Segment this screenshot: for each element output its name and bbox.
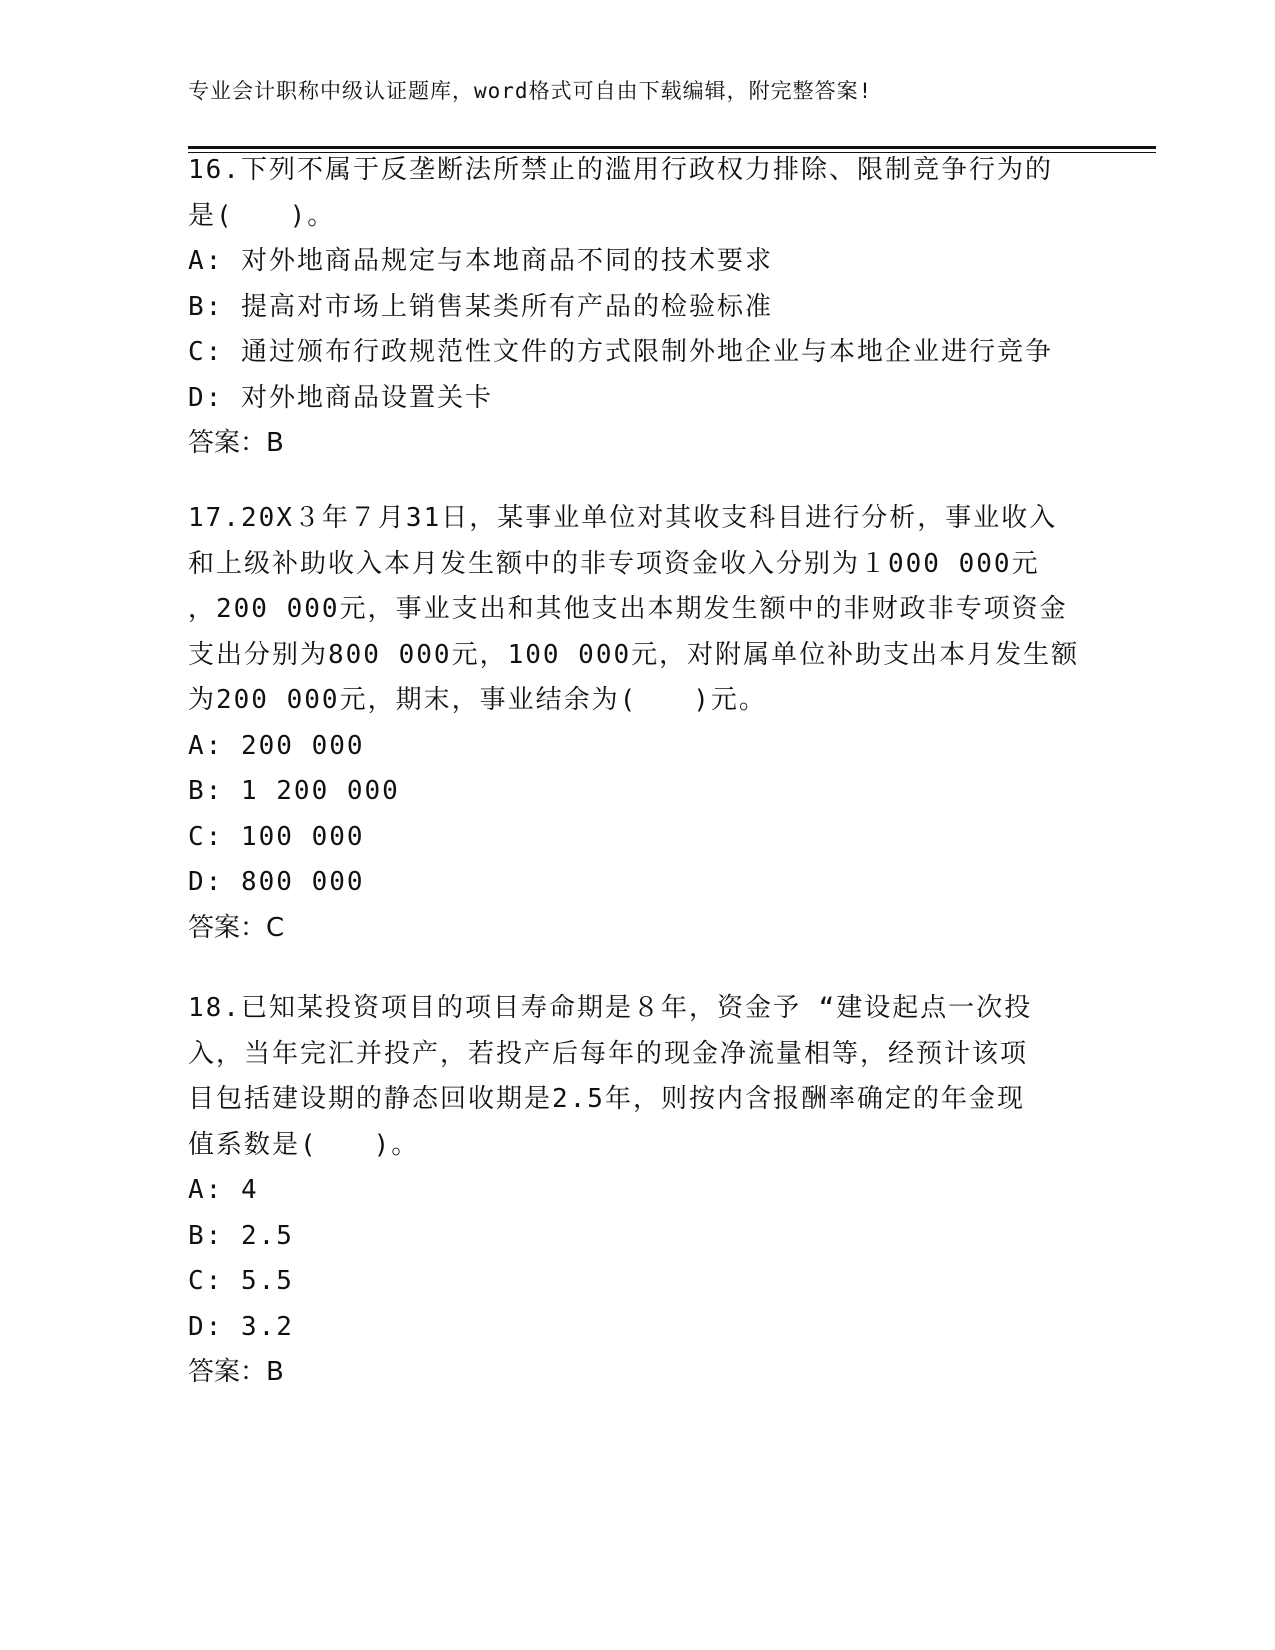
- option-b: B: 提高对市场上销售某类所有产品的检验标准: [188, 291, 773, 322]
- question-stem-line: 目包括建设期的静态回收期是2.5年，则按内含报酬率确定的年金现: [188, 1084, 1025, 1114]
- question-18: [188, 986, 1088, 1396]
- question-stem-line: 和上级补助收入本月发生额中的非专项资金收入分别为１000 000元: [188, 548, 1040, 579]
- option-b: B: 1 200 000: [188, 776, 400, 806]
- option-b: B: 2.5: [188, 1220, 294, 1251]
- option-d: D: 对外地商品设置关卡: [188, 382, 493, 413]
- question-16: [188, 148, 1088, 467]
- question-stem-line: 值系数是( )。: [188, 1129, 420, 1160]
- option-a: A: 对外地商品规定与本地商品不同的技术要求: [188, 246, 773, 276]
- question-stem-line: 18.已知某投资项目的项目寿命期是８年，资金予 “建设起点一次投: [188, 993, 1033, 1023]
- page-header: 专业会计职称中级认证题库，word格式可自由下载编辑，附完整答案!: [188, 79, 873, 103]
- option-c: C: 通过颁布行政规范性文件的方式限制外地企业与本地企业进行竞争: [188, 337, 1053, 367]
- question-stem-line: 是( )。: [188, 200, 336, 231]
- option-d: D: 3.2: [188, 1311, 294, 1342]
- option-d: D: 800 000: [188, 867, 365, 897]
- question-stem-line: 17.20X３年７月31日，某事业单位对其收支科目进行分析，事业收入: [188, 503, 1058, 533]
- answer-label: 答案：C: [188, 912, 285, 943]
- option-c: C: 5.5: [188, 1266, 294, 1296]
- question-stem-line: 为200 000元，期末，事业结余为( )元。: [188, 685, 767, 715]
- option-a: A: 4: [188, 1175, 259, 1205]
- option-c: C: 100 000: [188, 821, 365, 852]
- question-stem-line: 16.下列不属于反垄断法所禁止的滥用行政权力排除、限制竞争行为的: [188, 155, 1053, 185]
- question-stem-line: 支出分别为800 000元，100 000元，对附属单位补助支出本月发生额: [188, 639, 1080, 670]
- question-stem-line: ，200 000元，事业支出和其他支出本期发生额中的非财政非专项资金: [188, 594, 1068, 624]
- question-17: [188, 496, 1088, 951]
- option-a: A: 200 000: [188, 730, 365, 761]
- question-stem-line: 入，当年完汇并投产，若投产后每年的现金净流量相等，经预计该项: [188, 1038, 1029, 1069]
- answer-label: 答案：B: [188, 1357, 284, 1387]
- answer-label: 答案：B: [188, 428, 284, 458]
